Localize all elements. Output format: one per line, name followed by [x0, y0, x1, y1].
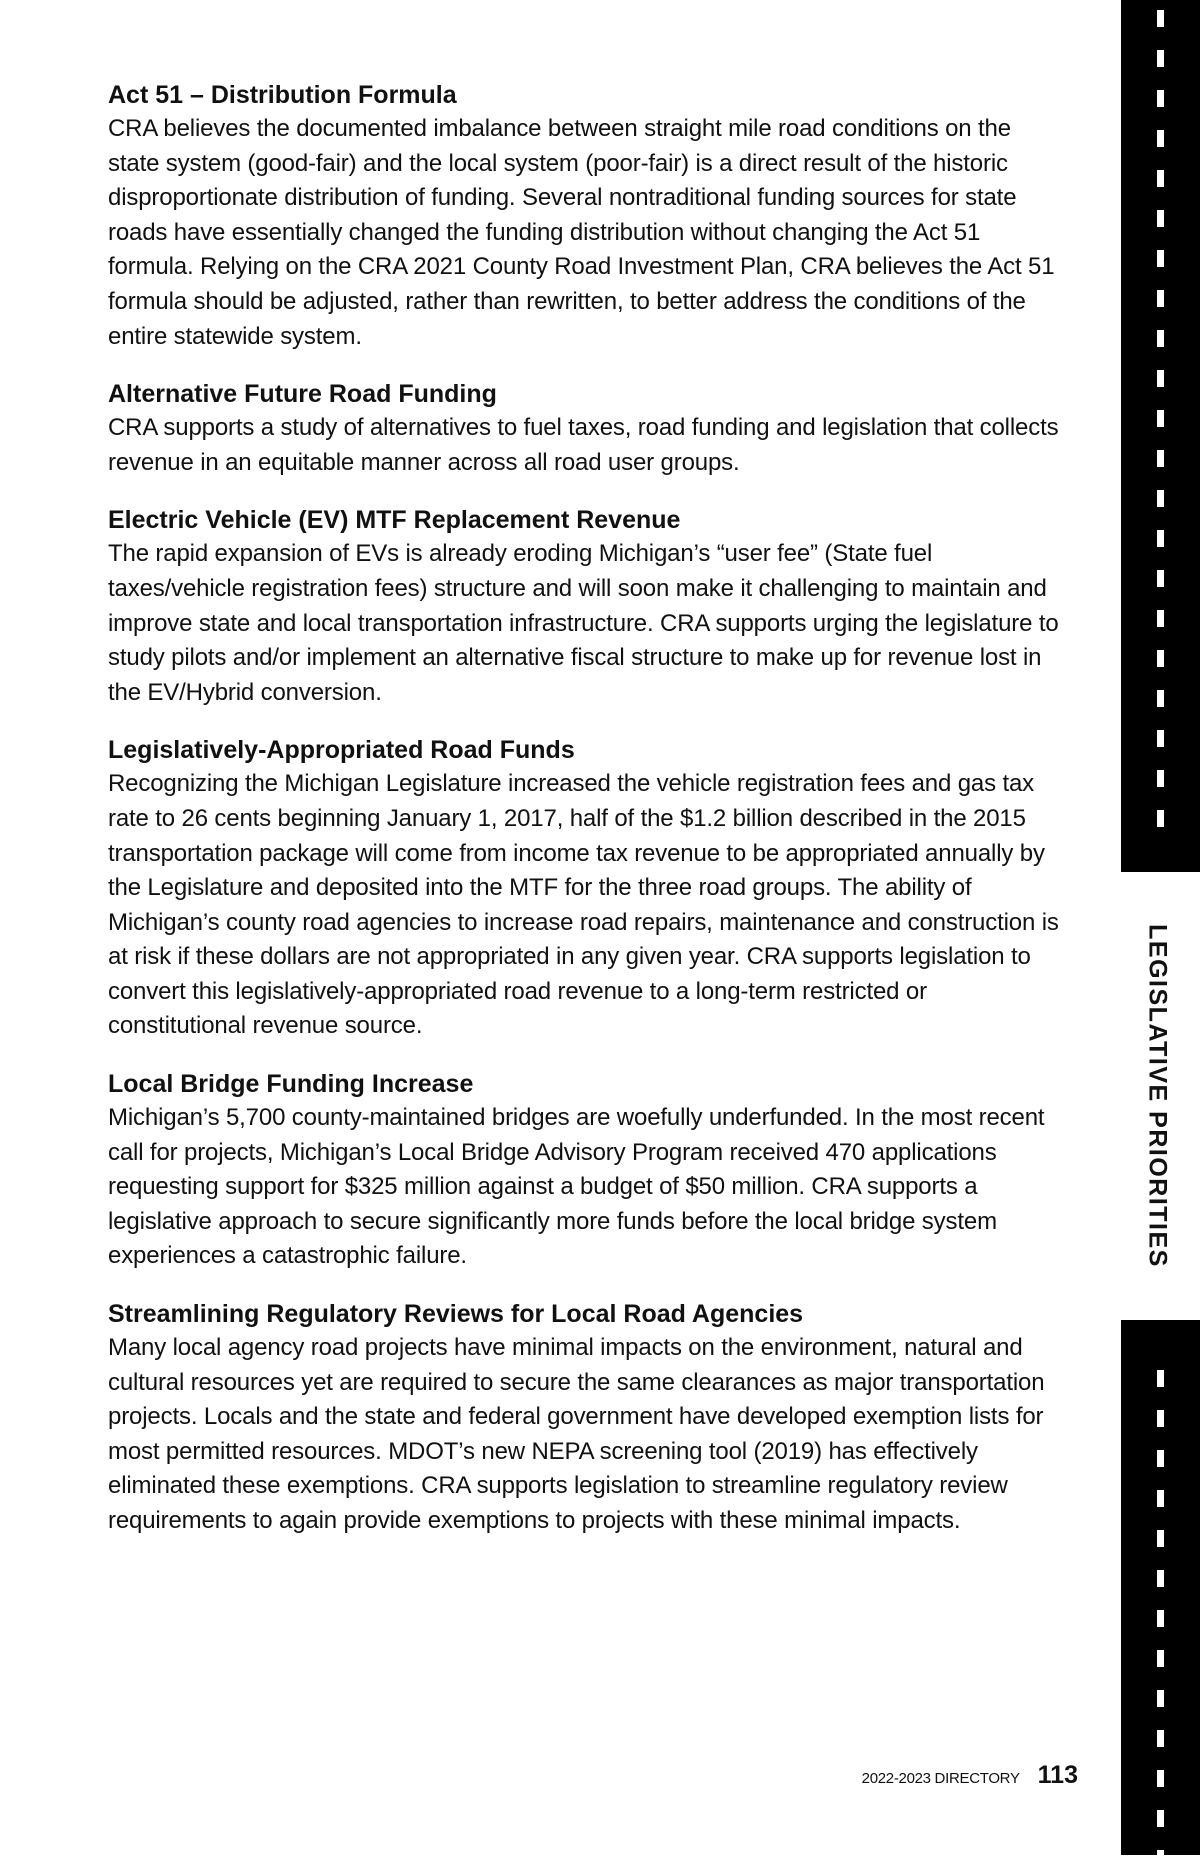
- lane-dash: [1157, 50, 1164, 67]
- lane-dash: [1157, 450, 1164, 467]
- lane-dash: [1157, 1570, 1164, 1587]
- lane-dash: [1157, 810, 1164, 827]
- section-regulatory-reviews: [108, 1297, 1068, 1539]
- lane-dash: [1157, 1770, 1164, 1787]
- lane-dash: [1157, 1530, 1164, 1547]
- lane-dash: [1157, 770, 1164, 787]
- section-paragraph: Many local agency road projects have minimal impacts on the environment, natural and cultural resources yet are required to secure the same clearances as major transportation projects. Locals and the state and federal government have developed exemption lists for most permitted resources. MDOT’s new NEPA screening tool (2019) has effectively eliminated these exemptions. CRA supports legislation to streamline regulatory review requirements to again provide exemptions to projects with these minimal impacts.: [108, 1334, 1045, 1534]
- section-paragraph: Recognizing the Michigan Legislature increased the vehicle registration fees and gas tax rate to 26 cents beginning January 1, 2017, half of the $1.2 billion described in the 2015 transportation package will come from income tax revenue to be appropriated annually by the Legislature and deposited into the MTF for the three road groups. The ability of Michigan’s county road agencies to increase road repairs, maintenance and construction is at risk if these dollars are not appropriated in any given year. CRA supports legislation to convert this legislatively-appropriated road revenue to a long-term restricted or constitutional revenue source.: [108, 770, 1059, 1040]
- lane-dash: [1157, 1810, 1164, 1827]
- lane-dash: [1157, 1690, 1164, 1707]
- section-heading: Act 51 – Distribution Formula: [108, 81, 457, 109]
- directory-label: 2022-2023 DIRECTORY: [861, 1770, 1020, 1787]
- lane-dash: [1157, 530, 1164, 547]
- lane-dash: [1157, 170, 1164, 187]
- section-heading: Streamlining Regulatory Reviews for Local Road Agencies: [108, 1300, 804, 1329]
- lane-dash: [1157, 130, 1164, 147]
- lane-dash: [1157, 290, 1164, 307]
- section-heading: Electric Vehicle (EV) MTF Replacement Revenue: [108, 506, 681, 535]
- lane-dash: [1157, 490, 1164, 507]
- section-paragraph: CRA believes the documented imbalance between straight mile road conditions on the state system (good-fair) and the local system (poor-fair) is a direct result of the historic disproportionate distribution of funding. Several nontraditional funding sources for state roads have essentially changed the funding distribution without changing the Act 51 formula. Relying on the CRA 2021 County Road Investment Plan, CRA believes the Act 51 formula should be adjusted, rather than rewritten, to better address the conditions of the entire statewide system.: [108, 115, 1055, 350]
- lane-dash: [1157, 1610, 1164, 1627]
- page-number: 113: [1037, 1761, 1078, 1789]
- lane-dash: [1157, 730, 1164, 747]
- lane-dash: [1157, 650, 1164, 667]
- lane-dash: [1157, 1730, 1164, 1747]
- lane-dash: [1157, 610, 1164, 627]
- lane-dash: [1157, 1370, 1164, 1387]
- section-heading: Local Bridge Funding Increase: [108, 1070, 474, 1099]
- lane-dash: [1157, 330, 1164, 347]
- side-tab-label: LEGISLATIVE PRIORITIES: [1143, 924, 1172, 1268]
- section-heading: Alternative Future Road Funding: [108, 380, 497, 409]
- lane-dash: [1157, 1490, 1164, 1507]
- section-ev-revenue: [108, 503, 1068, 710]
- lane-dash: [1157, 210, 1164, 227]
- lane-dash: [1157, 1410, 1164, 1427]
- section-appropriated-funds: [108, 733, 1068, 1044]
- lane-dash: [1157, 1650, 1164, 1667]
- main-content: [108, 78, 1068, 1562]
- section-alternative-funding: [108, 377, 1068, 480]
- lane-dash: [1157, 570, 1164, 587]
- lane-dash: [1157, 370, 1164, 387]
- lane-dash: [1157, 1450, 1164, 1467]
- page-footer: [862, 1761, 1078, 1790]
- section-heading: Legislatively-Appropriated Road Funds: [108, 736, 575, 765]
- lane-dash: [1157, 690, 1164, 707]
- lane-dash: [1157, 90, 1164, 107]
- section-paragraph: Michigan’s 5,700 county-maintained bridges are woefully underfunded. In the most recent call for projects, Michigan’s Local Bridge Advisory Program received 470 applications requesting support for $325 million against a budget of $50 million. CRA supports a legislative approach to secure significantly more funds before the local bridge system experiences a catastrophic failure.: [108, 1104, 1045, 1270]
- section-paragraph: CRA supports a study of alternatives to fuel taxes, road funding and legislation that collects revenue in an equitable manner across all road user groups.: [108, 414, 1059, 476]
- lane-dash: [1157, 1850, 1164, 1867]
- lane-dash: [1157, 10, 1164, 27]
- lane-dash: [1157, 250, 1164, 267]
- lane-dash: [1157, 410, 1164, 427]
- section-paragraph: The rapid expansion of EVs is already eroding Michigan’s “user fee” (State fuel taxes/vehicle registration fees) structure and will soon make it challenging to maintain and improve state and local transportation infrastructure. CRA supports urging the legislature to study pilots and/or implement an alternative fiscal structure to make up for revenue lost in the EV/Hybrid conversion.: [108, 540, 1059, 706]
- section-act-51: [108, 78, 1068, 354]
- section-bridge-funding: [108, 1067, 1068, 1274]
